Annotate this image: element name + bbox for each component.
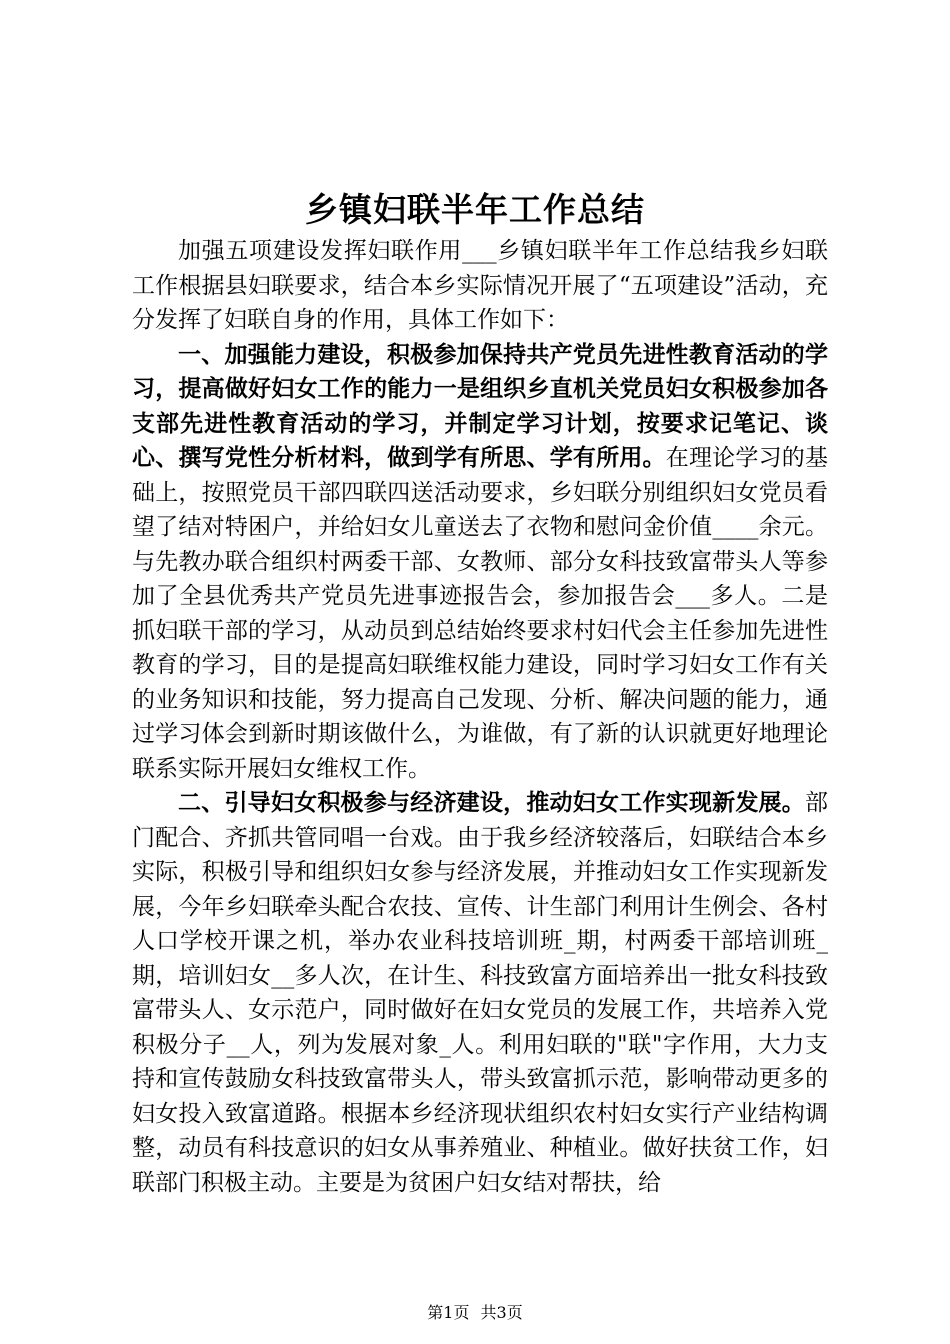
paragraph-text: 在理论学习的基础上，按照党员干部四联四送活动要求，乡妇联分别组织妇女党员看望了结对特困户，并给妇女儿童送去了衣物和慰问金价值____余元。与先教办联合组织村两委干部、女教师、部分女科技致富带头人等参加了全县优秀共产党员先进事迹报告会，参加报告会___多人。二是抓妇联干部的学习，从动员到总结始终要求村妇代会主任参加先进性教育的学习，目的是提高妇联维权能力建设，同时学习妇女工作有关的业务知识和技能，努力提高自己发现、分析、解决问题的能力，通过学习体会到新时期该做什么，为谁做，有了新的认识就更好地理论联系实际开展妇女维权工作。	[132, 445, 829, 782]
paragraph-text: 加强五项建设发挥妇联作用___乡镇妇联半年工作总结我乡妇联工作根据县妇联要求，结合本乡实际情况开展了“五项建设”活动，充分发挥了妇联自身的作用，具体工作如下：	[132, 238, 828, 333]
page-number: 第1页	[427, 1303, 470, 1322]
section-heading: 一、加强能力建设，积极参加保持共产党员先进性教育活动的学习，提高做好妇女工作的能力一是组织乡直机关党员妇女积极参加各支部先进性教育活动的学习，并制定学习计划，按要求记笔记、谈心、撰写党性分析材料，做到学有所思、学有所用。	[132, 341, 828, 471]
document-body	[132, 234, 828, 1200]
section-heading: 二、引导妇女积极参与经济建设，推动妇女工作实现新发展。	[178, 790, 805, 816]
document-title: 乡镇妇联半年工作总结	[305, 190, 645, 229]
paragraph-intro	[132, 234, 828, 338]
paragraph-text: 部门配合、齐抓共管同唱一台戏。由于我乡经济较落后，妇联结合本乡实际，积极引导和组织妇女参与经济发展，并推动妇女工作实现新发展，今年乡妇联牵头配合农技、宣传、计生部门利用计生例会、各村人口学校开课之机，举办农业科技培训班_期，村两委干部培训班_期，培训妇女__多人次，在计生、科技致富方面培养出一批女科技致富带头人、女示范户，同时做好在妇女党员的发展工作，共培养入党积极分子__人，列为发展对象_人。利用妇联的"联"字作用，大力支持和宣传鼓励女科技致富带头人，带头致富抓示范，影响带动更多的妇女投入致富道路。根据本乡经济现状组织农村妇女实行产业结构调整，动员有科技意识的妇女从事养殖业、种植业。做好扶贫工作，妇联部门积极主动。主要是为贫困户妇女结对帮扶，给	[132, 790, 828, 1196]
paragraph-section-1	[132, 338, 828, 787]
page-total: 共3页	[480, 1303, 523, 1322]
paragraph-section-2	[132, 786, 828, 1200]
page-footer	[0, 1300, 950, 1323]
